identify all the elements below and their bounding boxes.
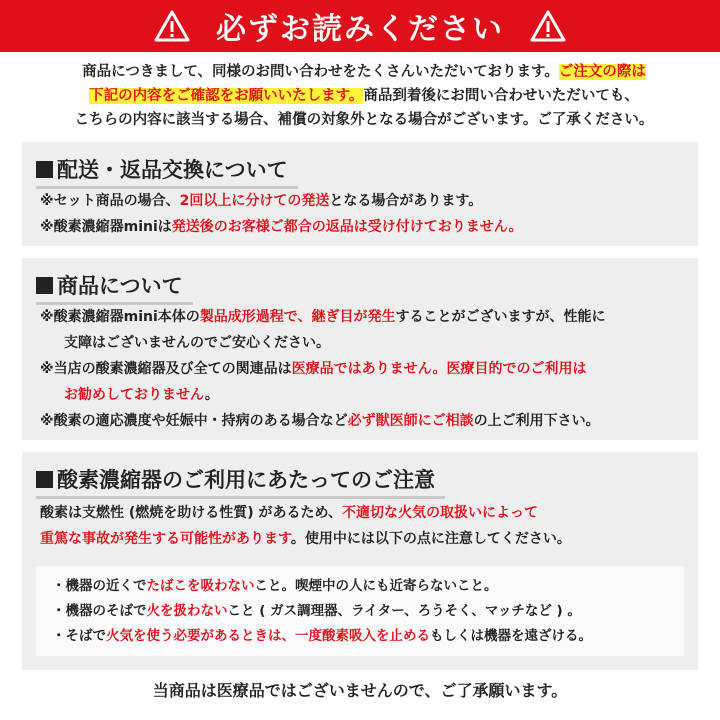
list-item: ・そばで火気を使う必要があるときは、一度酸素吸入を止めるもしくは機器を遠ざける。 — [52, 628, 592, 644]
intro-text-1a: 商品につきまして、同様のお問い合わせをたくさんいただいております。 — [82, 64, 559, 80]
list-item: ・機器のそばで火を扱わないこと ( ガス調理器、ライター、ろうそく、マッチなど ) 。 — [52, 603, 581, 619]
square-bullet-icon — [36, 161, 53, 178]
square-bullet-icon — [36, 471, 53, 488]
section-heading: 配送・返品交換について — [36, 154, 298, 189]
intro-text-3: こちらの内容に該当する場合、補償の対象外となる場合がございます。ご了承ください。 — [74, 112, 654, 128]
section-body: ※セット商品の場合、2回以上に分けての発送となる場合があります。 ※酸素濃縮器miniは発送後のお客様ご都合の返品は受け付けておりません。 — [40, 193, 523, 235]
intro-text — [44, 60, 684, 132]
caution-list-box — [36, 566, 684, 656]
section-heading: 酸素濃縮器のご利用にあたってのご注意 — [36, 464, 445, 499]
banner-title: 必ずお読みください — [216, 12, 504, 47]
section-heading: 商品について — [36, 270, 193, 305]
intro-highlight-1: ご注文の際は — [558, 64, 646, 80]
emphasis-text: 2回以上に分けての発送 — [179, 193, 330, 209]
emphasis-text: 医療品ではありません。医療目的でのご利用は — [291, 361, 587, 377]
intro-highlight-2: 下記の内容をご確認をお願いいたします。 — [89, 88, 364, 104]
emphasis-text: 必ず獣医師にご相談 — [347, 413, 474, 429]
product-info-panel — [22, 258, 698, 440]
footer-notice: 当商品は医療品ではございませんので、ご了承願います。 — [152, 681, 568, 700]
list-item: ・機器の近くでたばこを吸わないこと。喫煙中の人にも近寄らないこと。 — [52, 578, 498, 594]
section-body: 酸素は支燃性 (燃焼を助ける性質) があるため、不適切な火気の取扱いによって 重篤な事故が発生する可能性があります。使用中には以下の点に注意してください。 — [40, 505, 571, 547]
emphasis-text: 不適切な火気の取扱いによって — [341, 505, 538, 521]
emphasis-text: 重篤な事故が発生する可能性があります — [40, 531, 291, 547]
section-body: ※酸素濃縮器mini本体の製品成形過程で、継ぎ目が発生することがございますが、性能に 支障はございませんのでご安心ください。 ※当店の酸素濃縮器及び全ての関連品は医療品ではありません。医療目的でのご利用は お勧めしておりません。 ※酸素の適応濃度や妊娠中・持病のある場合など必ず獣医師にご相談の上ご利用下さい。 — [40, 309, 606, 429]
emphasis-text: 発送後のお客様ご都合の返品は受け付けておりません。 — [171, 219, 523, 235]
emphasis-text: 製品成形過程で、継ぎ目が発生 — [199, 309, 396, 325]
square-bullet-icon — [36, 277, 53, 294]
caution-list — [52, 574, 682, 649]
warning-triangle-icon — [530, 10, 566, 42]
shipping-returns-panel — [22, 142, 698, 246]
warning-triangle-icon — [154, 10, 190, 42]
emphasis-text: お勧めしておりません — [64, 387, 205, 403]
intro-text-2b: 商品到着後にお問い合わせいただいても、 — [363, 88, 639, 104]
oxygen-caution-panel — [22, 452, 698, 670]
warning-banner — [0, 0, 720, 52]
